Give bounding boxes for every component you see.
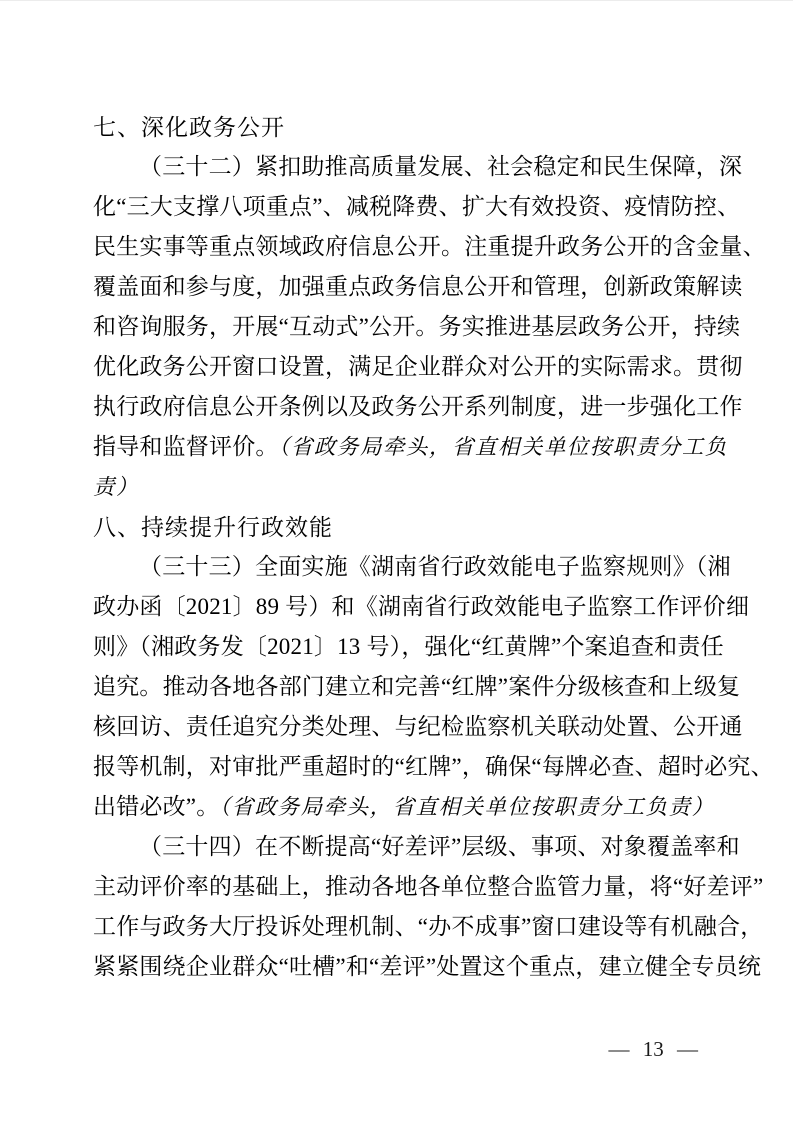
body-text: 优化政务公开窗口设置，满足企业群众对公开的实际需求。贯彻 xyxy=(93,354,743,379)
body-text: 追究。推动各地各部门建立和完善“红牌”案件分级核查和上级复 xyxy=(93,674,741,699)
paragraph-line xyxy=(93,667,741,707)
document-body xyxy=(93,107,774,987)
body-text: （三十三）全面实施《湖南省行政效能电子监察规则》（湘 xyxy=(139,554,731,579)
body-text: 主动评价率的基础上，推动各地各单位整合监管力量，将“好差评” xyxy=(93,874,764,899)
paragraph-line xyxy=(93,907,764,947)
attribution-text: 责） xyxy=(93,475,140,499)
page-number: — 13 — xyxy=(608,1037,698,1061)
section-heading-8 xyxy=(93,507,703,547)
paragraph-line xyxy=(93,787,715,827)
paragraph-line xyxy=(93,467,703,507)
paragraph-line xyxy=(93,707,743,747)
section-heading-7 xyxy=(93,107,703,147)
body-text: 民生实事等重点领域政府信息公开。注重提升政务公开的含金量、 xyxy=(93,234,766,259)
body-text: 化“三大支撑八项重点”、减税降费、扩大有效投资、疫情防控、 xyxy=(93,194,741,219)
paragraph-line xyxy=(93,827,740,867)
paragraph-line xyxy=(93,867,764,907)
body-text: 覆盖面和参与度，加强重点政务信息公开和管理，创新政策解读 xyxy=(93,274,743,299)
paragraph-line xyxy=(93,547,731,587)
body-text: 紧紧围绕企业群众“吐槽”和“差评”处置这个重点，建立健全专员统 xyxy=(93,954,762,979)
body-text: 和咨询服务，开展“互动式”公开。务实推进基层政务公开，持续 xyxy=(93,314,741,339)
body-text: 执行政府信息公开条例以及政务公开系列制度，进一步强化工作 xyxy=(93,394,743,419)
paragraph-line xyxy=(93,747,774,787)
attribution-text: （省政务局牵头，省直相关单位按职责分工负责） xyxy=(219,795,715,819)
attribution-text: （省政务局牵头，省直相关单位按职责分工负 xyxy=(278,435,728,459)
section-heading-text: 七、深化政务公开 xyxy=(93,114,285,140)
body-text: 指导和监督评价。 xyxy=(93,434,279,459)
body-text: 核回访、责任追究分类处理、与纪检监察机关联动处置、公开通 xyxy=(93,714,743,739)
paragraph-line xyxy=(93,307,741,347)
paragraph-line xyxy=(93,147,743,187)
paragraph-line xyxy=(93,187,741,227)
body-text: （三十二）紧扣助推高质量发展、社会稳定和民生保障，深 xyxy=(139,154,743,179)
body-text: 报等机制，对审批严重超时的“红牌”，确保“每牌必查、超时必究、 xyxy=(93,754,774,779)
paragraph-line xyxy=(93,387,743,427)
body-text: 出错必改”。 xyxy=(93,794,220,819)
body-text: 政办函〔2021〕89 号）和《湖南省行政效能电子监察工作评价细 xyxy=(93,594,750,619)
paragraph-line xyxy=(93,347,743,387)
paragraph-line xyxy=(93,427,728,467)
paragraph-line xyxy=(93,947,762,987)
paragraph-line xyxy=(93,627,724,667)
body-text: （三十四）在不断提高“好差评”层级、事项、对象覆盖率和 xyxy=(139,834,740,859)
body-text: 工作与政务大厅投诉处理机制、“办不成事”窗口建设等有机融合， xyxy=(93,914,764,939)
section-heading-text: 八、持续提升行政效能 xyxy=(93,514,333,540)
body-text: 则》（湘政务发〔2021〕13 号），强化“红黄牌”个案追查和责任 xyxy=(93,634,724,659)
page-footer xyxy=(609,1037,699,1061)
paragraph-line xyxy=(93,267,743,307)
paragraph-line xyxy=(93,227,766,267)
paragraph-line xyxy=(93,587,750,627)
